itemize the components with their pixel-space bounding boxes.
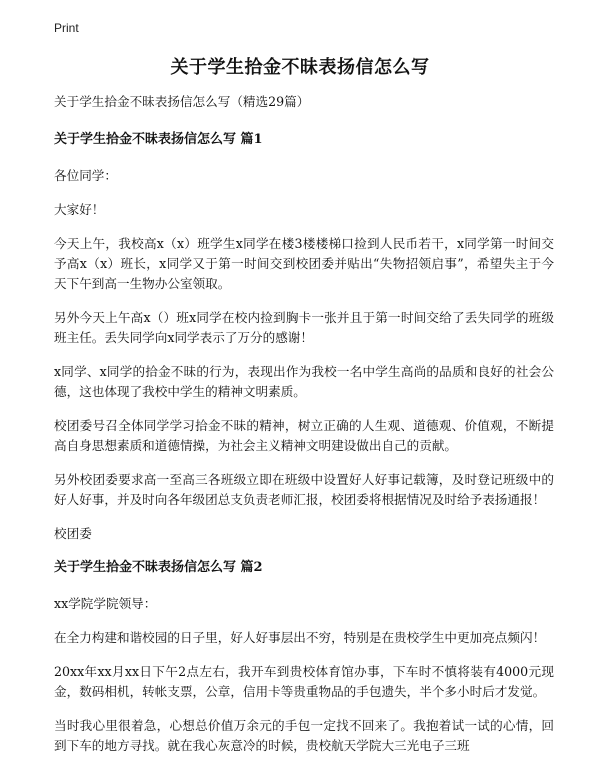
section-heading-2: 关于学生拾金不昧表扬信怎么写 篇2 [54,560,263,575]
section-heading-1: 关于学生拾金不昧表扬信怎么写 篇1 [54,132,263,147]
document-body [54,92,554,770]
paragraph: 在全力构建和谐校园的日子里，好人好事层出不穷，特别是在贵校学生中更加亮点频闪！ [54,630,546,645]
paragraph: 校团委号召全体同学学习拾金不昧的精神，树立正确的人生观、道德观、价值观，不断提高自身思想素质和道德情操，为社会主义精神文明建设做出自己的贡献。 [54,418,554,453]
paragraph: xx学院学院领导： [54,596,157,611]
paragraph: 当时我心里很着急，心想总价值万余元的手包一定找不回来了。我抱着试一试的心情，回到下车的地方寻找。就在我心灰意冷的时候，贵校航天学院大三光电子三班 [54,718,554,753]
document-subtitle: 关于学生拾金不昧表扬信怎么写（精选29篇） [54,94,310,109]
paragraph: 大家好！ [54,202,105,217]
paragraph: x同学、x同学的拾金不昧的行为，表现出作为我校一名中学生高尚的品质和良好的社会公德，这也体现了我校中学生的精神文明素质。 [54,364,554,399]
print-label[interactable]: Print [54,21,79,35]
signature-line: 校团委 [54,526,92,541]
paragraph: 另外校团委要求高一至高三各班级立即在班级中设置好人好事记载簿，及时登记班级中的好人好事，并及时向各年级团总支负责老师汇报，校团委将根据情况及时给予表扬通报！ [54,472,554,507]
paragraph: 今天上午，我校高x（x）班学生x同学在楼3楼楼梯口捡到人民币若干，x同学第一时间交予高x（x）班长，x同学又于第一时间交到校团委并贴出“失物招领启事”，希望失主于今天下午到高一生物办公室领取。 [54,236,554,291]
paragraph: 另外今天上午高x（）班x同学在校内捡到胸卡一张并且于第一时间交给了丢失同学的班级班主任。丢失同学向x同学表示了万分的感谢！ [54,310,554,345]
paragraph: 20xx年xx月xx日下午2点左右，我开车到贵校体育馆办事，下车时不慎将装有4000元现金，数码相机，转帐支票，公章，信用卡等贵重物品的手包遗失，半个多小时后才发觉。 [54,664,554,699]
document-title: 关于学生拾金不昧表扬信怎么写 [170,57,430,78]
paragraph: 各位同学： [54,168,117,183]
